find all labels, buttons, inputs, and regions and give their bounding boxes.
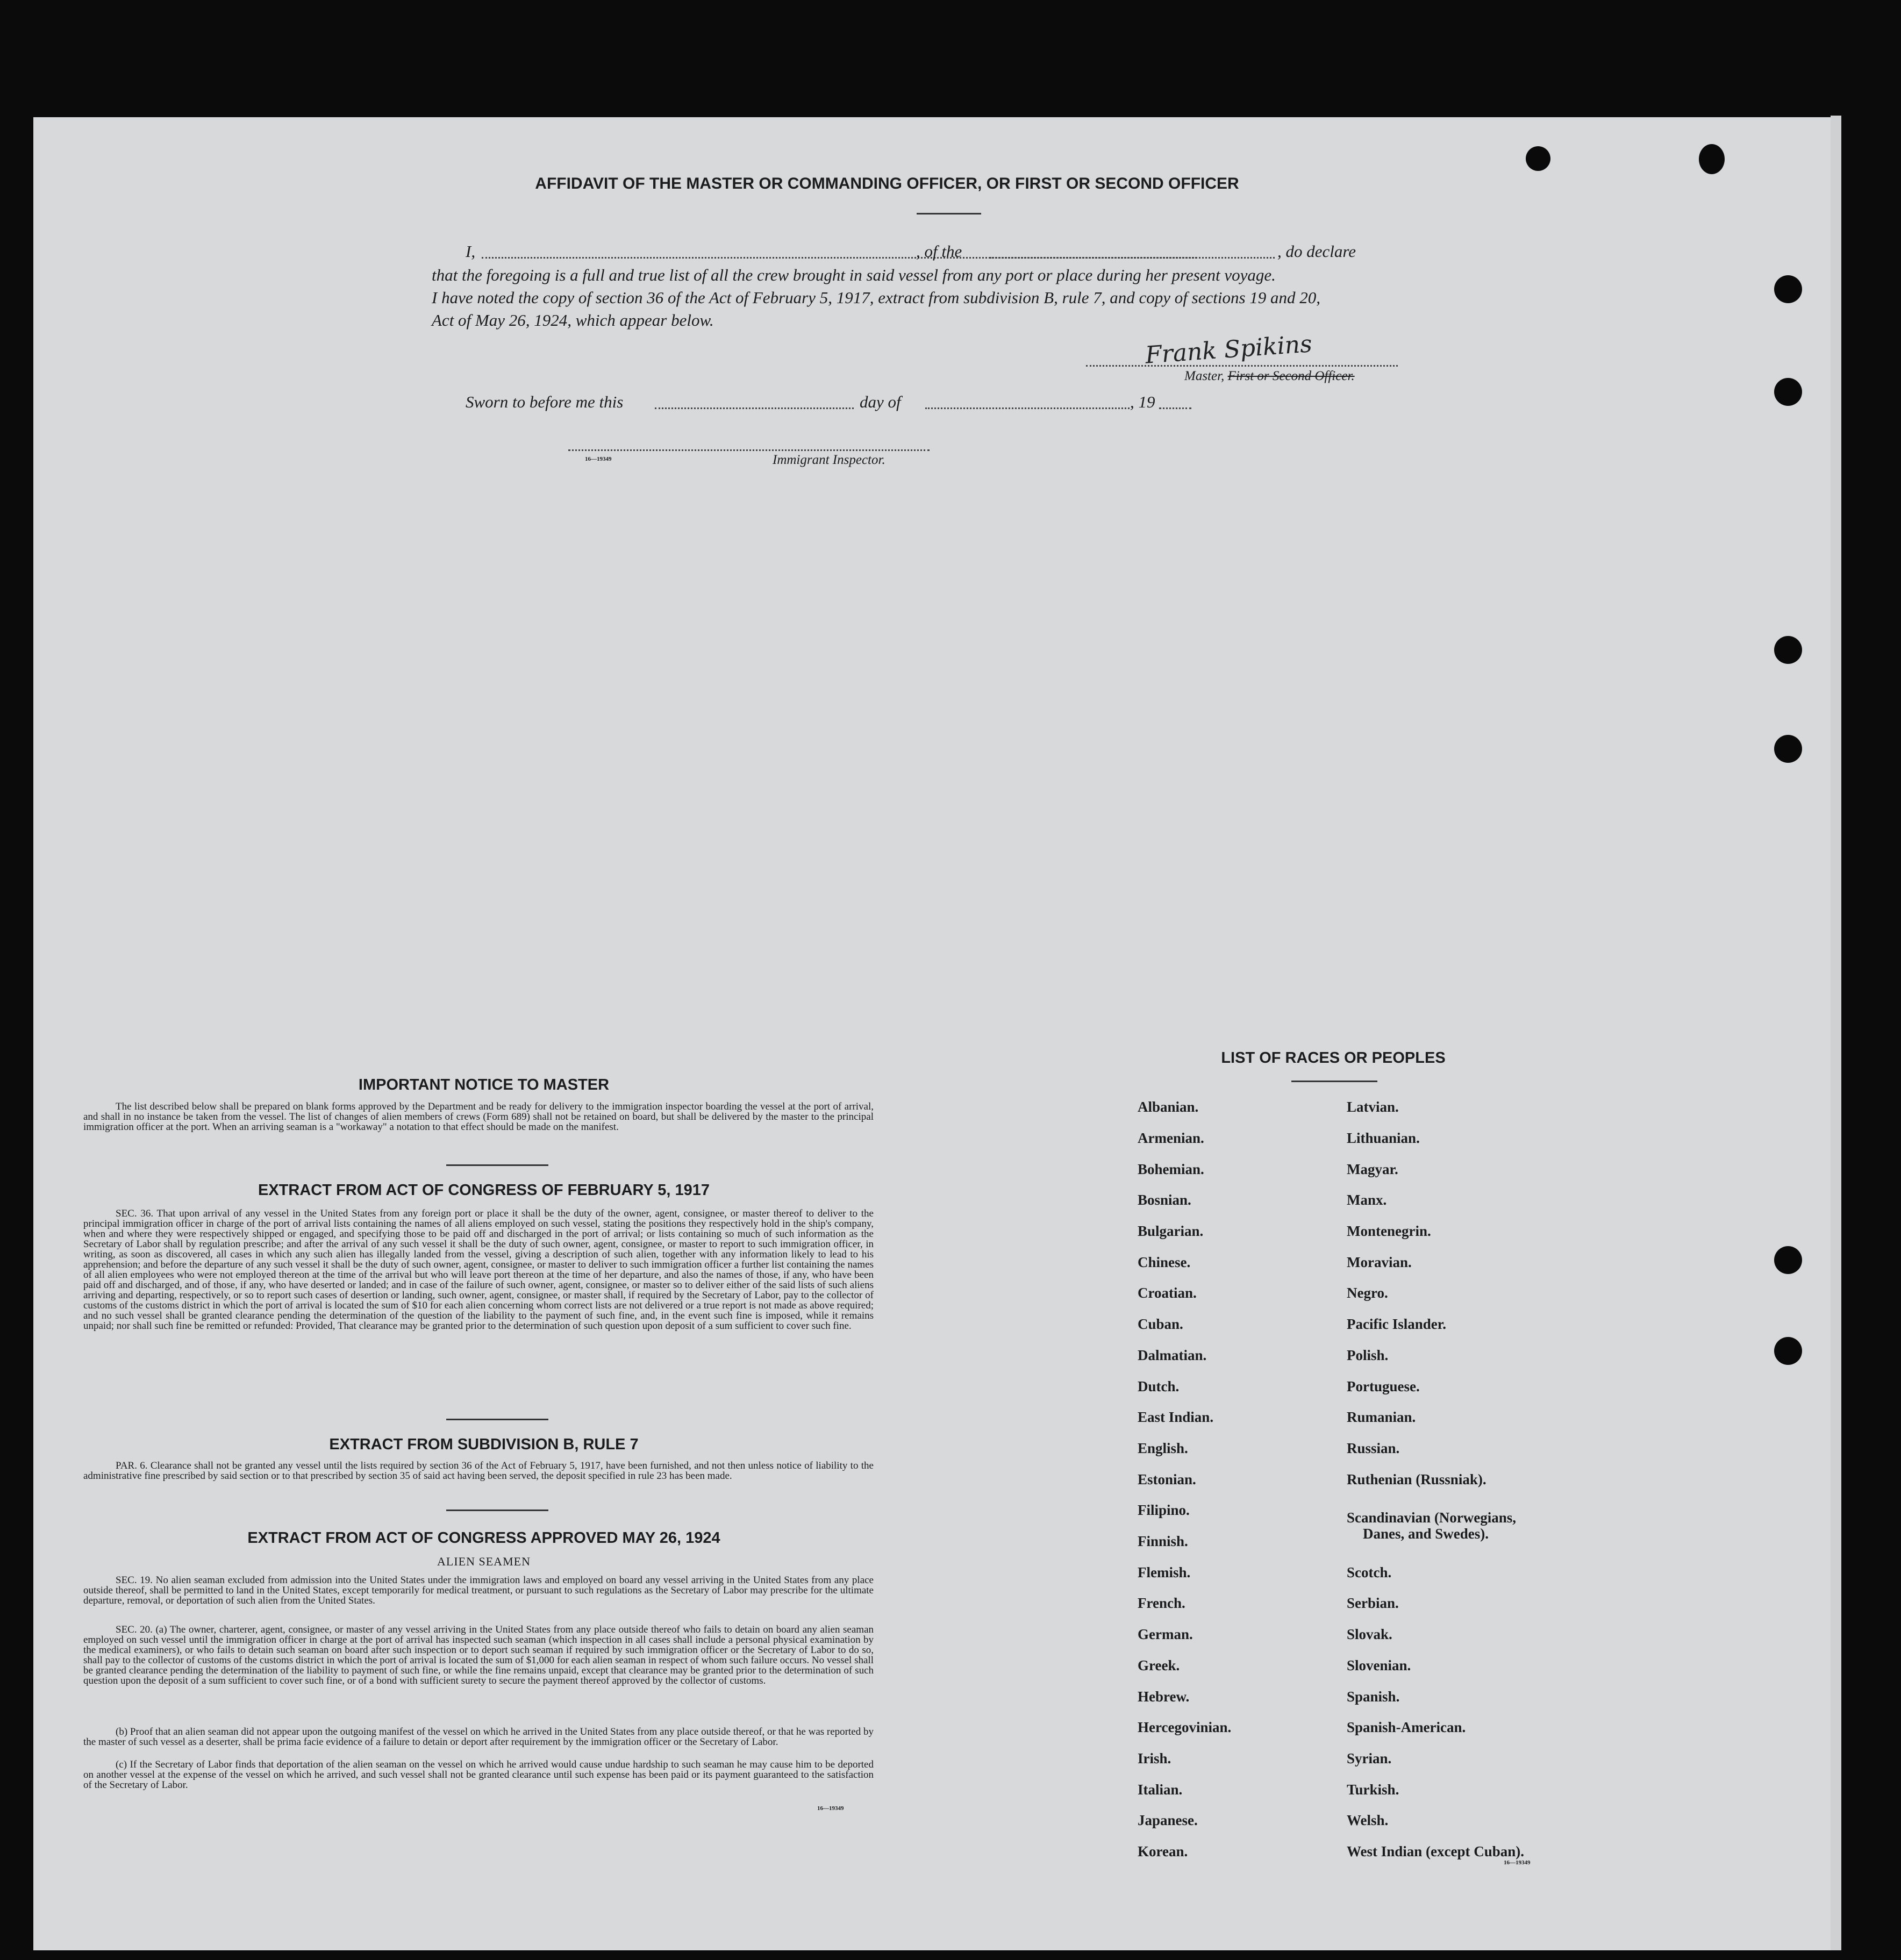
extract2-title: EXTRACT FROM SUBDIVISION B, RULE 7 — [329, 1436, 639, 1453]
race-item: Bohemian. — [1138, 1161, 1204, 1177]
race-item: Hercegovinian. — [1138, 1719, 1232, 1735]
race-item: Slovenian. — [1347, 1657, 1411, 1673]
year-label: , 19 — [1130, 392, 1155, 411]
race-item: Moravian. — [1347, 1254, 1412, 1270]
affidavit-declare: , do declare — [1277, 242, 1356, 261]
race-item: Pacific Islander. — [1347, 1316, 1446, 1332]
race-item: Polish. — [1347, 1347, 1389, 1363]
punch-hole — [1774, 1246, 1802, 1274]
sec19-body: SEC. 19. No alien seaman excluded from admission into the United States under the immigration laws and employed on board any vessel arriving in the United States from any place outside thereof, shall be permitted to land in the United States, except temporarily for medical treatment, or pursuant to such regulations as the Secretary of Labor may prescribe for the ultimate departure, removal, or deportation of such alien from the United States. — [83, 1575, 874, 1606]
race-item: Russian. — [1347, 1440, 1400, 1456]
divider — [446, 1510, 548, 1511]
race-item: Scandinavian (Norwegians, — [1347, 1510, 1517, 1526]
race-item: East Indian. — [1138, 1409, 1214, 1425]
race-item: Bulgarian. — [1138, 1223, 1204, 1239]
race-item: Flemish. — [1138, 1564, 1191, 1580]
race-item: French. — [1138, 1595, 1185, 1611]
sheet-edge — [1831, 116, 1841, 1950]
race-item: Manx. — [1347, 1192, 1387, 1208]
affidavit-line4: Act of May 26, 1924, which appear below. — [432, 311, 714, 330]
race-item: Lithuanian. — [1347, 1130, 1420, 1146]
race-item: Croatian. — [1138, 1285, 1197, 1301]
race-item: Dalmatian. — [1138, 1347, 1207, 1363]
extract1-title: EXTRACT FROM ACT OF CONGRESS OF FEBRUARY 5, 1917 — [258, 1182, 710, 1199]
race-item: Magyar. — [1347, 1161, 1398, 1177]
affidavit-of-the: , of the — [916, 242, 962, 261]
affidavit-i: I, — [466, 242, 476, 261]
race-item: Cuban. — [1138, 1316, 1183, 1332]
race-item: Serbian. — [1347, 1595, 1399, 1611]
notice-body: The list described below shall be prepared on blank forms approved by the Department and be ready for delivery to the immigration inspector boarding the vessel at the port of arrival, and shall in no instance be taken from the vessel. The list of changes of alien members of crews (Form 689) shall not be retained on board, but shall be delivered by the master to the principal immigration officer at the port. When an arriving seaman is a "workaway" a notation to that effect should be made on the manifest. — [83, 1101, 874, 1133]
races-rule — [1291, 1081, 1377, 1082]
form-number-right: 16—19349 — [1504, 1859, 1531, 1866]
punch-hole — [1774, 735, 1802, 763]
race-item: Italian. — [1138, 1782, 1183, 1798]
race-item: Dutch. — [1138, 1378, 1180, 1394]
affidavit-title: AFFIDAVIT OF THE MASTER OR COMMANDING OFFICER, OR FIRST OR SECOND OFFICER — [535, 175, 1239, 192]
race-item: Spanish-American. — [1347, 1719, 1466, 1735]
race-item: Scotch. — [1347, 1564, 1392, 1580]
title-rule — [917, 213, 981, 214]
affidavit-line1 — [466, 242, 1444, 263]
race-item: Slovak. — [1347, 1626, 1392, 1642]
race-item: Albanian. — [1138, 1099, 1199, 1115]
master-label: Master, — [1184, 369, 1225, 383]
race-item: Bosnian. — [1138, 1192, 1191, 1208]
sec20a-body: SEC. 20. (a) The owner, charterer, agent, consignee, or master of any vessel arriving in the United States from any place outside thereof who fails to detain on board any alien seaman employed on such vessel until the immigration officer in charge at the port of arrival has inspected such seaman (which inspection in all cases shall include a personal physical examination by the medical examiners), or who fails to detain such seaman on board after such inspection or to deport such seaman if required by such immigration officer or the Secretary of Labor to do so, shall pay to the collector of customs of the customs district in which the port of arrival is located the sum of $1,000 for each alien seaman in respect of whom such failure occurs. No vessel shall be granted clearance pending the determination of the liability to payment of such fine, or while the fine remains unpaid, except that clearance may be granted prior to the determination of such question upon the deposit of a sum sufficient to cover such fine, or of a bond with sufficient surety to secure the payment thereof approved by the collector of customs. — [83, 1624, 874, 1686]
race-item: West Indian (except Cuban). — [1347, 1843, 1525, 1859]
form-number-top: 16—19349 — [585, 456, 612, 462]
race-item: Korean. — [1138, 1843, 1188, 1859]
signature-blank — [1086, 365, 1398, 367]
punch-hole — [1774, 636, 1802, 664]
year-blank — [1159, 407, 1191, 409]
race-item: Japanese. — [1138, 1812, 1198, 1828]
punch-hole — [1774, 378, 1802, 406]
form-number-left: 16—19349 — [817, 1805, 844, 1812]
extract3-title: EXTRACT FROM ACT OF CONGRESS APPROVED MAY 26, 1924 — [247, 1529, 720, 1547]
month-blank — [925, 407, 1130, 409]
divider — [446, 1419, 548, 1420]
notice-title: IMPORTANT NOTICE TO MASTER — [358, 1076, 610, 1093]
struck-officer-label: First or Second Officer. — [1227, 369, 1355, 383]
sworn-label: Sworn to before me this — [466, 392, 624, 411]
race-item: Filipino. — [1138, 1502, 1190, 1518]
day-of-label: day of — [860, 392, 901, 411]
master-label-row — [1184, 369, 1355, 384]
punch-hole — [1774, 1337, 1802, 1365]
race-item: Estonian. — [1138, 1471, 1196, 1487]
race-item: Finnish. — [1138, 1533, 1188, 1549]
punch-hole — [1526, 146, 1550, 171]
affidavit-line2: that the foregoing is a full and true list of all the crew brought in said vessel from any port or place during her present voyage. — [432, 266, 1276, 284]
sworn-day-blank — [655, 407, 854, 409]
sworn-line — [466, 392, 1218, 414]
race-item: Montenegrin. — [1347, 1223, 1431, 1239]
race-item: English. — [1138, 1440, 1188, 1456]
vessel-blank — [990, 257, 1275, 259]
race-item: Armenian. — [1138, 1130, 1204, 1146]
race-item: Chinese. — [1138, 1254, 1191, 1270]
affidavit-line3: I have noted the copy of section 36 of the Act of February 5, 1917, extract from subdivision B, rule 7, and copy of sections 19 and 20, — [432, 288, 1321, 307]
punch-hole — [1699, 144, 1725, 174]
inspector-label: Immigrant Inspector. — [773, 453, 885, 467]
punch-hole — [1774, 275, 1802, 303]
divider — [446, 1164, 548, 1166]
race-item: Turkish. — [1347, 1782, 1399, 1798]
sec20c-body: (c) If the Secretary of Labor finds that deportation of the alien seaman on the vessel on which he arrived would cause undue hardship to such seaman he may cause him to be deported on another vessel at the expense of the vessel on which he arrived, and such vessel shall not be granted clearance until such expense has been paid or its payment guaranteed to the satisfaction of the Secretary of Labor. — [83, 1759, 874, 1791]
race-item-continuation: Danes, and Swedes). — [1363, 1526, 1489, 1542]
race-item: Spanish. — [1347, 1689, 1400, 1705]
extract2-body: PAR. 6. Clearance shall not be granted any vessel until the lists required by section 36 of the Act of February 5, 1917, have been furnished, and not then unless notice of liability to the administrative fine prescribed by said section or to that prescribed by section 35 of said act having been served, the deposit specified in rule 23 has been made. — [83, 1460, 874, 1482]
extract1-body: SEC. 36. That upon arrival of any vessel in the United States from any foreign port or place it shall be the duty of the owner, agent, consignee, or master thereof to deliver to the principal immigration officer in charge of the port of arrival lists containing the names of all aliens employed on such vessel, stating the positions they respectively hold in the ship's company, when and where they were respectively shipped or engaged, and specifying those to be paid off and discharged in the port of arrival; or lists containing so much of such information as the Secretary of Labor shall by regulation prescribe; and after the arrival of any such vessel it shall be the duty of such owner, agent, consignee, or master to report to such immigration officer, in writing, as soon as discovered, all cases in which any such alien has illegally landed from the vessel, giving a description of such alien, together with any information likely to lead to his apprehension; and before the departure of any such vessel it shall be the duty of such owner, agent, consignee, or master to deliver to such immigration officer a further list containing the names of all alien employees who were not employed thereon at the time of the arrival but who will leave port thereon at the time of her departure, and also the names of those, if any, who have been paid off and discharged, and of those, if any, who have deserted or landed; and in case of the failure of such owner, agent, consignee, or master so to deliver either of the said lists of such aliens arriving and departing, respectively, or so to report such cases of desertion or landing, such owner, agent, consignee, or master shall, if required by the Secretary of Labor, pay to the collector of customs of the customs district in which the port of arrival is located the sum of $10 for each alien concerning whom correct lists are not delivered or a true report is not made as above required; and no such vessel shall be granted clearance pending the determination of the question of the liability to the payment of such fine, and, in the event such fine is imposed, while it remains unpaid; nor shall such fine be remitted or refunded: Provided, That clearance may be granted prior to the determination of such question upon deposit of a sum sufficient to cover such fine. — [83, 1208, 874, 1332]
master-signature: Frank Spikins — [1144, 330, 1313, 369]
race-item: Greek. — [1138, 1657, 1180, 1673]
sec20b-body: (b) Proof that an alien seaman did not appear upon the outgoing manifest of the vessel on which he arrived in the United States from any place outside thereof, or that he was reported by the master of such vessel as a deserter, shall be prima facie evidence of a failure to detain or deport after requirement by the immigration officer or the Secretary of Labor. — [83, 1726, 874, 1748]
races-title: LIST OF RACES OR PEOPLES — [1221, 1049, 1446, 1067]
race-item: Latvian. — [1347, 1099, 1399, 1115]
race-item: Rumanian. — [1347, 1409, 1416, 1425]
race-item: Ruthenian (Russniak). — [1347, 1471, 1487, 1487]
race-item: Hebrew. — [1138, 1689, 1190, 1705]
race-item: Negro. — [1347, 1285, 1388, 1301]
race-item: Portuguese. — [1347, 1378, 1420, 1394]
race-item: Irish. — [1138, 1750, 1171, 1766]
inspector-blank — [568, 449, 930, 451]
race-item: German. — [1138, 1626, 1193, 1642]
extract3-subtitle: ALIEN SEAMEN — [437, 1555, 531, 1568]
race-item: Welsh. — [1347, 1812, 1389, 1828]
race-item: Syrian. — [1347, 1750, 1392, 1766]
